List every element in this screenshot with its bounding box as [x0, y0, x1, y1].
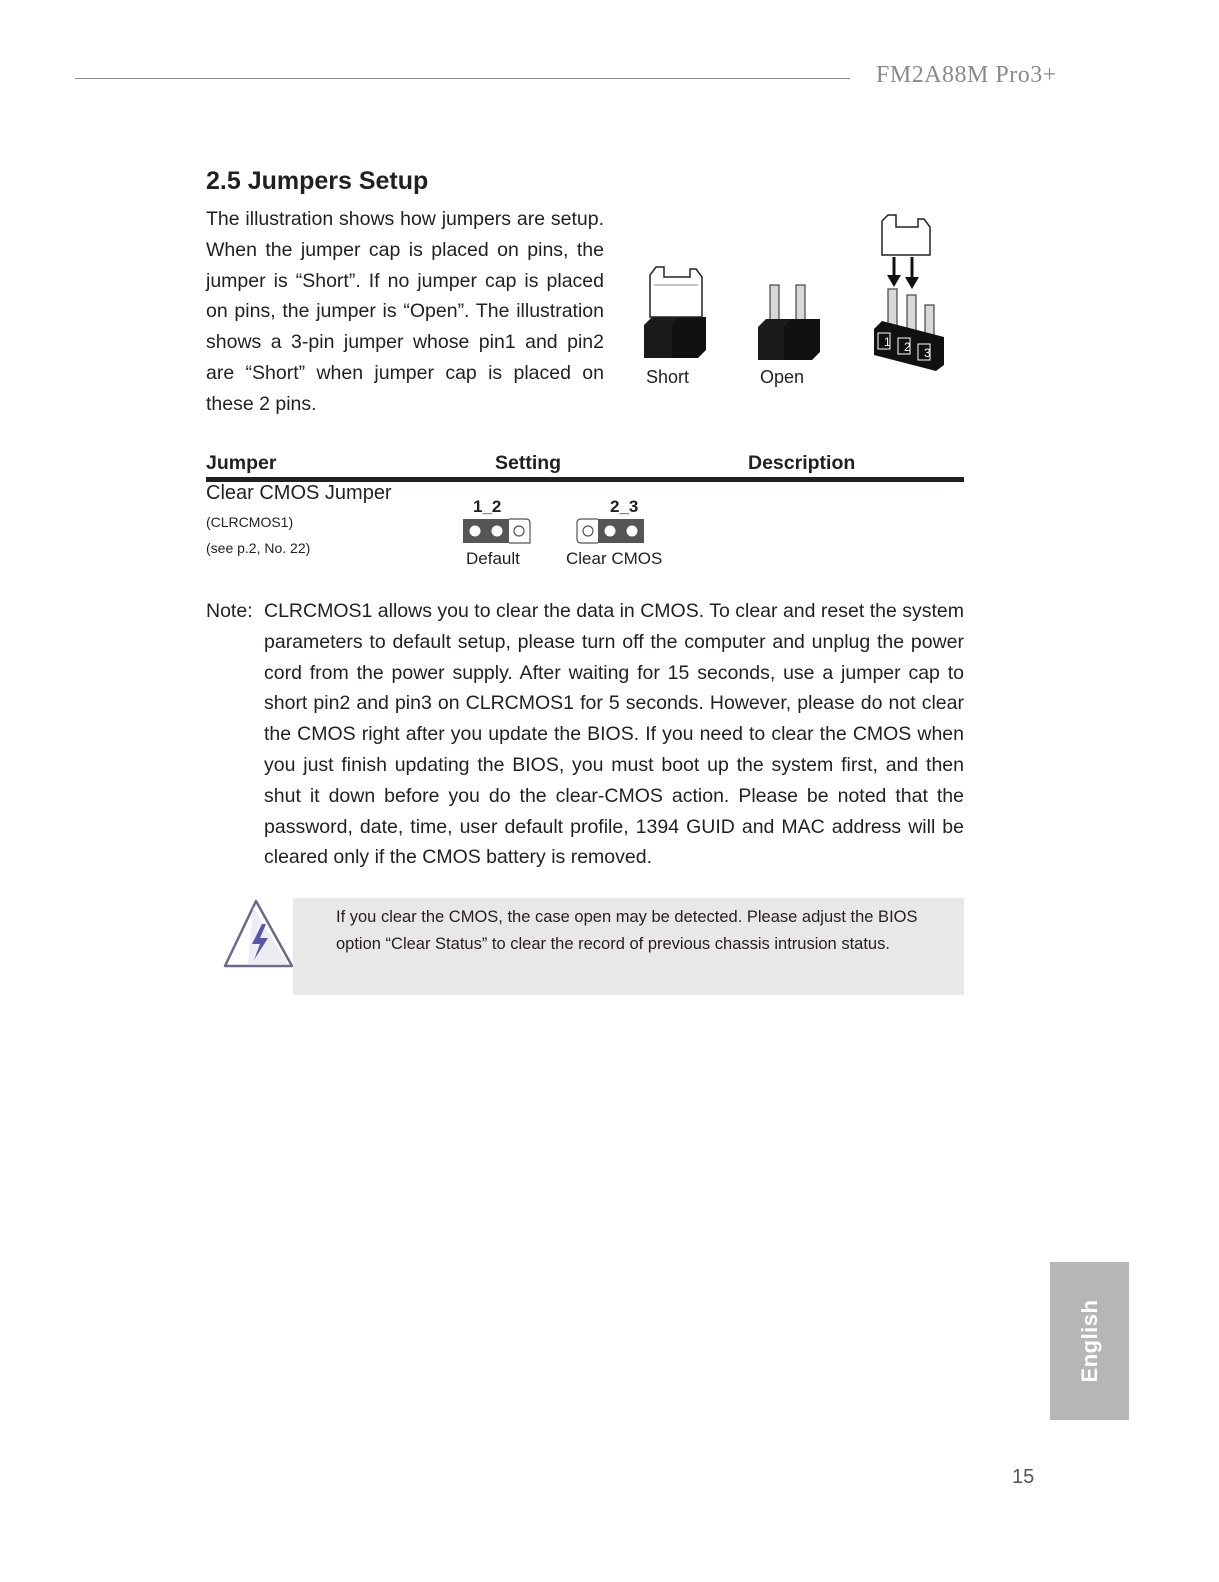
header-rule	[75, 78, 850, 79]
setting-clear-label: Clear CMOS	[566, 549, 663, 568]
pin-number-3: 3	[924, 346, 931, 360]
default-pins-label: 1_2	[473, 497, 502, 516]
jumper-setting-diagram	[460, 494, 700, 550]
clear-pins-label: 2_3	[610, 497, 639, 516]
warning-lightning-icon	[222, 898, 294, 970]
note-label: Note:	[206, 600, 253, 622]
open-label: Open	[760, 367, 805, 387]
header-setting: Setting	[495, 452, 562, 474]
intro-paragraph: The illustration shows how jumpers are setup. When the jumper cap is placed on pins, the jumper is “Short”. If no jumper cap is placed on pins, the jumper is “Open”. The illustration shows a 3-pin jumper whose pin1 and pin2 are “Short” when jumper cap is placed on these 2 pins.	[206, 208, 604, 415]
table-header	[206, 452, 964, 478]
open-jumper-drawing	[758, 285, 820, 360]
clear-jumper-pins	[577, 519, 644, 543]
jumper-page-ref: (see p.2, No. 22)	[206, 540, 311, 556]
setting-default-label: Default	[466, 549, 520, 568]
header-description: Description	[748, 452, 856, 474]
model-name: FM2A88M Pro3+	[876, 62, 1057, 88]
note-text: CLRCMOS1 allows you to clear the data in CMOS. To clear and reset the system parameters to default setup, please turn off the computer and unplug the power cord from the power supply. After waiting for 15 seconds, use a jumper cap to short pin2 and pin3 on CLRCMOS1 for 5 seconds. However, please do not clear the CMOS right after you update the BIOS. If you need to clear the CMOS when you just finish updating the BIOS, you must boot up the system first, and then shut it down before you do the clear-CMOS action. Please be noted that the password, date, time, user default profile, 1394 GUID and MAC address will be cleared only if the CMOS battery is removed.	[264, 600, 964, 869]
pin-number-1: 1	[884, 335, 891, 349]
warning-text: If you clear the CMOS, the case open may be detected. Please adjust the BIOS option “Clear Status” to clear the record of previous chassis intrusion status.	[336, 908, 918, 953]
three-pin-jumper-drawing	[874, 215, 944, 371]
language-label: English	[1076, 1299, 1102, 1383]
default-jumper-pins	[463, 519, 530, 543]
jumper-ref: (CLRCMOS1)	[206, 514, 294, 530]
short-label: Short	[646, 367, 690, 387]
pin-number-2: 2	[904, 340, 911, 354]
header-jumper: Jumper	[206, 452, 277, 474]
page-number: 15	[1012, 1466, 1035, 1488]
short-jumper-drawing	[644, 267, 706, 358]
jumper-illustration	[632, 205, 972, 395]
language-tab	[1050, 1262, 1129, 1420]
section-title: 2.5 Jumpers Setup	[206, 167, 429, 195]
jumper-name: Clear CMOS Jumper	[206, 482, 392, 504]
